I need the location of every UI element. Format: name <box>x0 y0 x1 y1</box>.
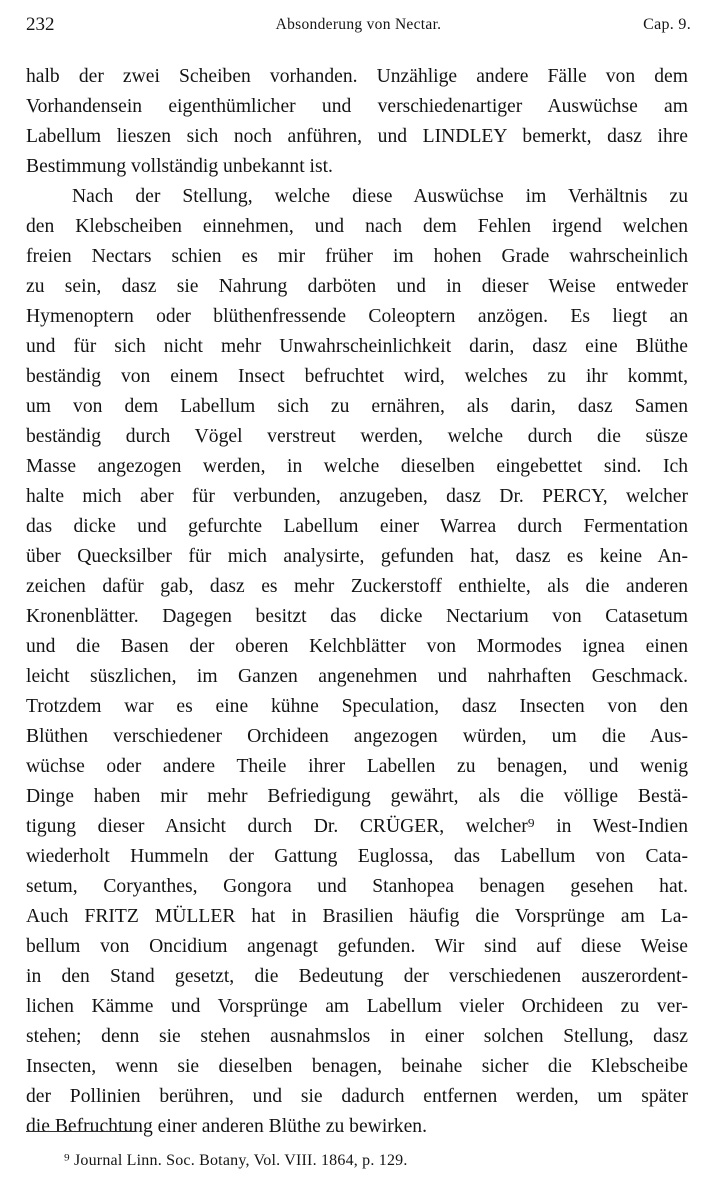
text-line: tigung dieser Ansicht durch Dr. CRÜGER, welcher⁹ in West-Indien <box>26 816 688 837</box>
text-line: Trotzdem war es eine kühne Speculation, dasz Insecten von den <box>26 696 688 717</box>
text-line: beständig von einem Insect befruchtet wird, welches zu ihr kommt, <box>26 366 688 387</box>
text-line: leicht süszlichen, im Ganzen angenehmen und nahrhaften Geschmack. <box>26 666 688 687</box>
text-line: Hymenoptern oder blüthenfressende Coleoptern anzögen. Es liegt an <box>26 306 688 327</box>
text-line: bellum von Oncidium angenagt gefunden. Wir sind auf diese Weise <box>26 936 688 957</box>
running-title: Absonderung von Nectar. <box>275 16 442 33</box>
text-line: zeichen dafür gab, dasz es mehr Zuckerstoff enthielte, als die anderen <box>26 576 688 597</box>
text-line: in den Stand gesetzt, die Bedeutung der verschiedenen auszerordent- <box>26 966 688 987</box>
text-line: Kronenblätter. Dagegen besitzt das dicke Nectarium von Catasetum <box>26 606 688 627</box>
text-line: die Befruchtung einer anderen Blüthe zu bewirken. <box>26 1116 427 1137</box>
text-line: beständig durch Vögel verstreut werden, welche durch die süsze <box>26 426 688 447</box>
text-line: Masse angezogen werden, in welche dieselben eingebettet sind. Ich <box>26 456 688 477</box>
text-line: halb der zwei Scheiben vorhanden. Unzählige andere Fälle von dem <box>26 66 688 87</box>
text-line: Bestimmung vollständig unbekannt ist. <box>26 156 333 177</box>
running-header <box>26 14 691 42</box>
text-line: halte mich aber für verbunden, anzugeben, dasz Dr. PERCY, welcher <box>26 486 688 507</box>
text-line: freien Nectars schien es mir früher im hohen Grade wahrscheinlich <box>26 246 688 267</box>
text-line: Insecten, wenn sie dieselben benagen, beinahe sicher die Klebscheibe <box>26 1056 688 1077</box>
text-line: der Pollinien berühren, und sie dadurch entfernen werden, um später <box>26 1086 688 1107</box>
text-line: setum, Coryanthes, Gongora und Stanhopea benagen gesehen hat. <box>26 876 688 897</box>
chapter-label: Cap. 9. <box>643 16 691 33</box>
text-line: stehen; denn sie stehen ausnahmslos in einer solchen Stellung, dasz <box>26 1026 688 1047</box>
footnote: ⁹ Journal Linn. Soc. Botany, Vol. VIII. 1864, p. 129. <box>64 1152 408 1169</box>
text-line: Labellum lieszen sich noch anführen, und LINDLEY bemerkt, dasz ihre <box>26 126 688 147</box>
text-line: und für sich nicht mehr Unwahrscheinlichkeit darin, dasz eine Blüthe <box>26 336 688 357</box>
text-line: wüchse oder andere Theile ihrer Labellen zu benagen, und wenig <box>26 756 688 777</box>
text-line: Blüthen verschiedener Orchideen angezogen würden, um die Aus- <box>26 726 688 747</box>
text-line: wiederholt Hummeln der Gattung Euglossa, das Labellum von Cata- <box>26 846 688 867</box>
text-line: das dicke und gefurchte Labellum einer Warrea durch Fermentation <box>26 516 688 537</box>
text-line: Auch FRITZ MÜLLER hat in Brasilien häufig die Vorsprünge am La- <box>26 906 688 927</box>
body-text <box>26 62 688 1142</box>
text-line: Vorhandensein eigenthümlicher und verschiedenartiger Auswüchse am <box>26 96 688 117</box>
text-line: Nach der Stellung, welche diese Auswüchse im Verhältnis zu <box>72 186 688 207</box>
footnote-rule <box>26 1131 136 1132</box>
page-number: 232 <box>26 14 55 35</box>
text-line: über Quecksilber für mich analysirte, gefunden hat, dasz es keine An- <box>26 546 688 567</box>
text-line: lichen Kämme und Vorsprünge am Labellum vieler Orchideen zu ver- <box>26 996 688 1017</box>
text-line: um von dem Labellum sich zu ernähren, als darin, dasz Samen <box>26 396 688 417</box>
text-line: und die Basen der oberen Kelchblätter von Mormodes ignea einen <box>26 636 688 657</box>
text-line: zu sein, dasz sie Nahrung darböten und in dieser Weise entweder <box>26 276 688 297</box>
text-line: Dinge haben mir mehr Befriedigung gewährt, als die völlige Bestä- <box>26 786 688 807</box>
text-line: den Klebscheiben einnehmen, und nach dem Fehlen irgend welchen <box>26 216 688 237</box>
